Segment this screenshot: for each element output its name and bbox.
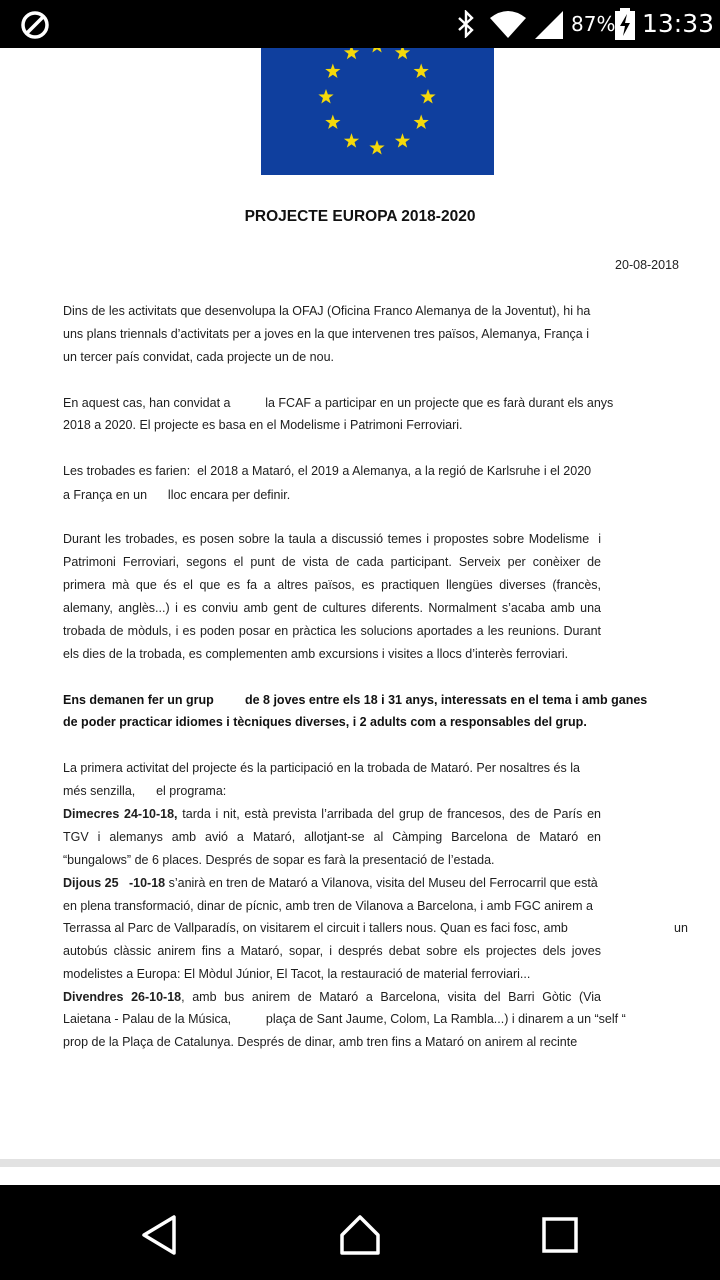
text-span: , amb bus anirem de Mataró a Barcelona, visita del Barri Gòtic (Via <box>181 990 602 1004</box>
do-not-disturb-icon <box>20 10 50 40</box>
wifi-icon <box>488 10 528 40</box>
text-line: La primera activitat del projecte és la participació en la trobada de Mataró. Per nosaltres és la <box>63 761 580 775</box>
document-date: 20-08-2018 <box>615 258 679 272</box>
text-line: alemany, anglès...) i es conviu amb gent de cultures diferents. Normalment s’acaba amb una <box>63 601 601 615</box>
bluetooth-icon <box>455 10 477 38</box>
navigation-bar <box>0 1185 720 1280</box>
text-line: Laietana - Palau de la Música, plaça de Sant Jaume, Colom, La Rambla...) i dinarem a un “self “ <box>63 1012 626 1026</box>
text-line: Patrimoni Ferroviari, segons el punt de vista de cada participant. Serveix per conèixer de <box>63 555 601 569</box>
text-line: un tercer país convidat, cada projecte un de nou. <box>63 350 335 364</box>
text-line: Terrassa al Parc de Vallparadís, on visitarem el circuit i tallers nous. Quan es faci fosc, amb <box>63 921 568 935</box>
text-line: Les trobades es farien: el 2018 a Mataró, el 2019 a Alemanya, a la regió de Karlsruhe i el 2020 <box>63 464 592 478</box>
battery-charging-icon <box>614 8 636 40</box>
eu-flag-image <box>261 48 494 175</box>
recents-icon[interactable] <box>538 1213 582 1257</box>
date-heading: Divendres 26-10-18 <box>63 990 182 1004</box>
text-line: més senzilla, el programa: <box>63 784 227 798</box>
battery-percent: 87% <box>571 12 616 36</box>
text-line <box>63 807 601 821</box>
clock: 13:33 <box>642 9 715 38</box>
text-line: autobús clàssic anirem fins a Mataró, sopar, i després debat sobre els projectes dels joves <box>63 944 601 958</box>
text-line <box>63 990 601 1004</box>
page-divider <box>0 1159 720 1167</box>
text-line: prop de la Plaça de Catalunya. Després de dinar, amb tren fins a Mataró on anirem al recinte <box>63 1035 578 1049</box>
text-line: uns plans triennals d’activitats per a joves en la que intervenen tres països, Alemanya, França i <box>63 327 589 341</box>
text-line-bold: Ens demanen fer un grup de 8 joves entre els 18 i 31 anys, interessats en el tema i amb ganes <box>63 693 648 707</box>
back-icon[interactable] <box>138 1213 182 1257</box>
text-span: tarda i nit, està prevista l’arribada del grup de francesos, des de París en <box>177 807 602 821</box>
date-heading: Dimecres 24-10-18, <box>63 807 178 821</box>
home-icon[interactable] <box>338 1213 382 1257</box>
signal-icon <box>533 10 565 40</box>
text-line: Dins de les activitats que desenvolupa la OFAJ (Oficina Franco Alemanya de la Joventut), hi ha <box>63 304 591 318</box>
document-page[interactable] <box>0 48 720 1160</box>
text-line: En aquest cas, han convidat a la FCAF a participar en un projecte que es farà durant els anys <box>63 396 614 410</box>
text-line: els dies de la trobada, es complementen amb excursions i visites a llocs d’interès ferroviari. <box>63 647 569 661</box>
text-line: en plena transformació, dinar de pícnic, amb tren de Vilanova a Barcelona, i amb FGC anirem a <box>63 899 593 913</box>
status-bar <box>0 0 720 48</box>
text-line: Durant les trobades, es posen sobre la taula a discussió temes i propostes sobre Modelisme i <box>63 532 601 546</box>
date-heading: Dijous 25 -10-18 <box>63 876 166 890</box>
text-line: trobada de mòduls, i es poden posar en pràctica les solucions aportades a les reunions. Durant <box>63 624 601 638</box>
text-line <box>63 876 598 890</box>
page-gap <box>0 1167 720 1185</box>
text-line: “bungalows” de 6 places. Després de sopar es farà la presentació de l’estada. <box>63 853 495 867</box>
text-line: a França en un lloc encara per definir. <box>63 488 291 502</box>
text-span: s’anirà en tren de Mataró a Vilanova, visita del Museu del Ferrocarril que està <box>165 876 598 890</box>
document-title: PROJECTE EUROPA 2018-2020 <box>244 208 476 225</box>
text-line-bold: de poder practicar idiomes i tècniques diverses, i 2 adults com a responsables del grup. <box>63 715 587 729</box>
text-fragment: un <box>674 921 688 935</box>
text-line: primera mà que és el que es fa a altres països, es practiquen llengües diverses (francès, <box>63 578 601 592</box>
text-line: 2018 a 2020. El projecte es basa en el Modelisme i Patrimoni Ferroviari. <box>63 418 463 432</box>
text-line: TGV i alemanys amb avió a Mataró, allotjant-se al Càmping Barcelona de Mataró en <box>63 830 601 844</box>
text-line: modelistes a Europa: El Mòdul Júnior, El Tacot, la restauració de material ferroviari... <box>63 967 531 981</box>
